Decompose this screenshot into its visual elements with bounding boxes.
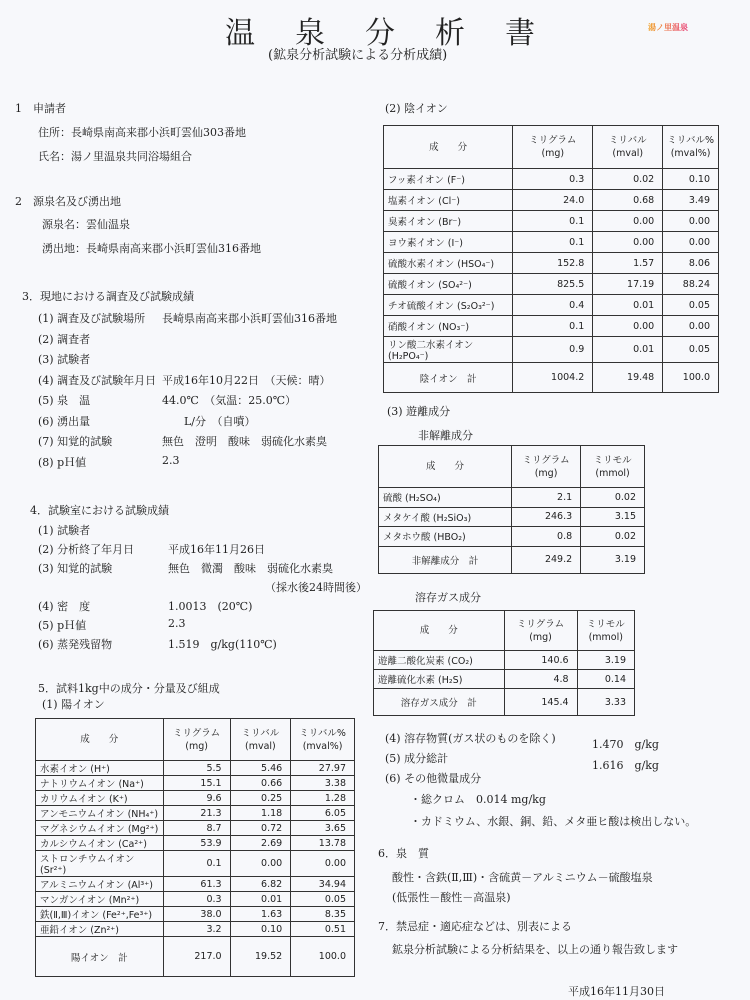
table-cell: 0.10 (663, 169, 719, 190)
total-row (384, 363, 719, 393)
item-label: (3) 試験者 (38, 353, 91, 366)
table-cell: 825.5 (513, 274, 593, 295)
table-row (36, 806, 355, 821)
cation-heading: (1) 陽イオン (42, 698, 105, 711)
table-cell: 0.00 (593, 316, 663, 337)
table-cell: 0.02 (581, 527, 645, 547)
table-cell: 水素イオン (H⁺) (36, 761, 164, 776)
total-cell: 溶存ガス成分 計 (374, 689, 505, 716)
table-row (374, 670, 635, 689)
table-cell: 0.00 (593, 211, 663, 232)
table-header-row (36, 719, 355, 761)
item-value: L/分 （自噴） (162, 414, 256, 428)
table-cell: 硫酸 (H₂SO₄) (379, 488, 512, 508)
table-header-row (384, 126, 719, 169)
table-cell: リン酸二水素イオン (H₂PO₄⁻) (384, 337, 513, 363)
column-header: ミリバル% (mval%) (291, 719, 355, 761)
table-row (384, 253, 719, 274)
document-subtitle: (鉱泉分析試験による分析成績) (268, 48, 448, 63)
item-label: (5) 泉 温 (38, 394, 91, 407)
table-cell: 0.00 (291, 851, 355, 877)
table-cell: 3.38 (291, 776, 355, 791)
column-header: ミリモル (mmol) (577, 611, 634, 651)
table-cell: 2.69 (230, 836, 291, 851)
table-cell: 5.46 (230, 761, 291, 776)
table-cell: 0.02 (581, 488, 645, 508)
table-cell: マンガンイオン (Mn²⁺) (36, 892, 164, 907)
table-cell: 0.25 (230, 791, 291, 806)
table-row (36, 776, 355, 791)
table-cell: 246.3 (512, 507, 581, 527)
table-cell: 3.65 (291, 821, 355, 836)
table-cell: 17.19 (593, 274, 663, 295)
total-cell: 3.33 (577, 689, 634, 716)
item-label: (8) pＨ値 (38, 455, 87, 469)
total-cell: 1004.2 (513, 363, 593, 393)
table-cell: 硫酸イオン (SO₄²⁻) (384, 274, 513, 295)
table-cell: 0.00 (663, 232, 719, 253)
item-value: 無色 澄明 酸味 弱硫化水素臭 (162, 435, 327, 448)
table-cell: アルミニウムイオン (Al³⁺) (36, 877, 164, 892)
total-cell: 陽イオン 計 (36, 937, 164, 977)
table-cell: 0.01 (230, 892, 291, 907)
table-cell: ストロンチウムイオン (Sr²⁺) (36, 851, 164, 877)
item-value: 1.0013 (20℃) (168, 600, 253, 613)
table-cell: チオ硫酸イオン (S₂O₃²⁻) (384, 295, 513, 316)
table-cell: カリウムイオン (K⁺) (36, 791, 164, 806)
item-label: (6) 蒸発残留物 (38, 638, 113, 651)
column-header: ミリバル% (mval%) (663, 126, 719, 169)
source-name: 源泉名：雲仙温泉 (42, 218, 130, 231)
column-header: 成 分 (374, 611, 505, 651)
table-cell: 152.8 (513, 253, 593, 274)
table-cell: 3.19 (577, 651, 634, 670)
total-label: (5) 成分総計 (385, 752, 449, 765)
table-cell: 140.6 (504, 651, 577, 670)
table-cell: 0.01 (593, 295, 663, 316)
table-cell: カルシウムイオン (Ca²⁺) (36, 836, 164, 851)
table-cell: 1.63 (230, 907, 291, 922)
table-cell: 遊離硫化水素 (H₂S) (374, 670, 505, 689)
table-cell: ヨウ素イオン (I⁻) (384, 232, 513, 253)
total-row (374, 689, 635, 716)
table-cell: 1.28 (291, 791, 355, 806)
section-3-heading: 3．現地における調査及び試験成績 (22, 290, 194, 303)
section-7-heading: 7．禁忌症・適応症などは、別表による (378, 920, 572, 933)
item-label: (4) 密 度 (38, 600, 91, 613)
table-cell: 34.94 (291, 877, 355, 892)
table-cell: 8.35 (291, 907, 355, 922)
total-cell: 217.0 (163, 937, 230, 977)
column-header: ミリバル (mval) (230, 719, 291, 761)
table-cell: 0.05 (291, 892, 355, 907)
table-cell: 8.06 (663, 253, 719, 274)
table-cell: 8.7 (163, 821, 230, 836)
table-cell: 21.3 (163, 806, 230, 821)
item-value: 平成16年10月22日 （天候：晴） (162, 373, 331, 387)
total-cell: 100.0 (291, 937, 355, 977)
table-cell: 15.1 (163, 776, 230, 791)
item-label: (3) 知覚的試験 (38, 562, 113, 575)
spring-quality-note: (低張性－酸性－高温泉) (392, 891, 511, 904)
anion-table (383, 125, 719, 393)
table-header-row (374, 611, 635, 651)
item-value: 2.3 (168, 617, 186, 630)
table-cell: 27.97 (291, 761, 355, 776)
cation-table (35, 718, 355, 977)
table-cell: 0.00 (230, 851, 291, 877)
table-cell: 0.05 (663, 295, 719, 316)
section-1-heading: 1 申請者 (15, 102, 66, 115)
table-cell: フッ素イオン (F⁻) (384, 169, 513, 190)
dissolved-label: (4) 溶存物質(ガス状のものを除く) (385, 732, 556, 745)
table-row (36, 851, 355, 877)
table-cell: 0.1 (163, 851, 230, 877)
table-row (384, 190, 719, 211)
item-value: 2.3 (162, 453, 180, 467)
trace-not-detected: ・カドミウム、水銀、銅、鉛、メタ亜ヒ酸は検出しない。 (410, 815, 697, 828)
table-row (36, 761, 355, 776)
column-header: ミリグラム (mg) (513, 126, 593, 169)
item-label: (6) 湧出量 (38, 414, 91, 428)
table-row (374, 651, 635, 670)
table-row (384, 295, 719, 316)
item-label: (1) 試験者 (38, 524, 91, 537)
item-label: (5) pＨ値 (38, 619, 87, 632)
table-cell: 0.51 (291, 922, 355, 937)
column-header: ミリバル (mval) (593, 126, 663, 169)
table-cell: 鉄(Ⅱ,Ⅲ)イオン (Fe²⁺,Fe³⁺) (36, 907, 164, 922)
table-cell: 88.24 (663, 274, 719, 295)
section-6-heading: 6．泉 質 (378, 847, 429, 860)
column-header: ミリモル (mmol) (581, 446, 645, 488)
anion-heading: (2) 陰イオン (385, 102, 448, 115)
item-label: (4) 調査及び試験年月日 (38, 373, 157, 387)
column-header: 成 分 (384, 126, 513, 169)
logo: 湯ノ里温泉 (648, 22, 724, 34)
total-cell: 100.0 (663, 363, 719, 393)
gas-table (373, 610, 635, 716)
table-cell: 0.01 (593, 337, 663, 363)
column-header: ミリグラム (mg) (504, 611, 577, 651)
total-cell: 3.19 (581, 546, 645, 573)
table-row (36, 791, 355, 806)
item-value: 長崎県南高来郡小浜町雲仙316番地 (162, 312, 337, 325)
table-cell: 0.1 (513, 232, 593, 253)
table-cell: 塩素イオン (Cl⁻) (384, 190, 513, 211)
table-cell: 0.10 (230, 922, 291, 937)
table-cell: 0.9 (513, 337, 593, 363)
item-label: (2) 分析終了年月日 (38, 543, 135, 556)
table-cell: 0.00 (663, 316, 719, 337)
table-row (384, 232, 719, 253)
free-components-heading: (3) 遊離成分 (387, 405, 451, 418)
table-cell: アンモニウムイオン (NH₄⁺) (36, 806, 164, 821)
total-cell: 249.2 (512, 546, 581, 573)
dissolved-value: 1.470 g/kg (592, 738, 659, 751)
table-row (36, 821, 355, 836)
total-value: 1.616 g/kg (592, 759, 659, 772)
document-title: 温泉分析書 (225, 16, 575, 51)
report-statement: 鉱泉分析試験による分析結果を、以上の通り報告致します (392, 943, 678, 956)
trace-chromium: ・総クロム 0.014 mg/kg (410, 793, 546, 806)
applicant-name: 氏名：湯ノ里温泉共同浴場組合 (38, 150, 192, 163)
table-cell: 1.57 (593, 253, 663, 274)
table-cell: 亜鉛イオン (Zn²⁺) (36, 922, 164, 937)
table-cell: 0.8 (512, 527, 581, 547)
table-cell: 3.49 (663, 190, 719, 211)
table-cell: 0.1 (513, 316, 593, 337)
table-row (379, 527, 645, 547)
gas-heading: 溶存ガス成分 (415, 591, 481, 604)
table-cell: 1.18 (230, 806, 291, 821)
section-5-heading: 5．試料1kg中の成分・分量及び組成 (38, 682, 220, 695)
total-row (36, 937, 355, 977)
item-value: （採水後24時間後） (265, 581, 367, 594)
total-cell: 19.48 (593, 363, 663, 393)
table-cell: 0.4 (513, 295, 593, 316)
table-cell: 0.66 (230, 776, 291, 791)
table-row (36, 836, 355, 851)
table-cell: 53.9 (163, 836, 230, 851)
table-row (384, 274, 719, 295)
table-cell: 硝酸イオン (NO₃⁻) (384, 316, 513, 337)
total-row (379, 546, 645, 573)
item-label: (7) 知覚的試験 (38, 435, 113, 448)
table-row (36, 877, 355, 892)
table-row (384, 316, 719, 337)
item-label: (2) 調査者 (38, 332, 91, 346)
column-header: ミリグラム (mg) (512, 446, 581, 488)
undissociated-heading: 非解離成分 (418, 429, 473, 442)
total-cell: 非解離成分 計 (379, 546, 512, 573)
undissociated-table (378, 445, 645, 574)
table-cell: 硫酸水素イオン (HSO₄⁻) (384, 253, 513, 274)
total-cell: 145.4 (504, 689, 577, 716)
spring-quality: 酸性・含鉄(Ⅱ,Ⅲ)・含硫黄－アルミニウム－硫酸塩泉 (392, 871, 653, 884)
table-cell: 6.05 (291, 806, 355, 821)
section-2-heading: 2 源泉名及び湧出地 (15, 195, 121, 208)
total-cell: 19.52 (230, 937, 291, 977)
table-cell: 5.5 (163, 761, 230, 776)
item-value: 1.519 g/kg(110℃) (168, 638, 277, 651)
table-cell: 24.0 (513, 190, 593, 211)
item-label: (1) 調査及び試験場所 (38, 312, 146, 325)
column-header: 成 分 (379, 446, 512, 488)
table-row (36, 922, 355, 937)
table-cell: マグネシウムイオン (Mg²⁺) (36, 821, 164, 836)
table-cell: 2.1 (512, 488, 581, 508)
column-header: ミリグラム (mg) (163, 719, 230, 761)
table-cell: 0.00 (593, 232, 663, 253)
trace-label: (6) その他微量成分 (385, 772, 482, 785)
table-row (379, 488, 645, 508)
table-row (36, 892, 355, 907)
item-value: 平成16年11月26日 (168, 543, 265, 556)
table-cell: 9.6 (163, 791, 230, 806)
table-cell: 0.00 (663, 211, 719, 232)
item-value: 44.0℃ （気温：25.0℃） (162, 394, 297, 407)
table-cell: ナトリウムイオン (Na⁺) (36, 776, 164, 791)
table-cell: メタホウ酸 (HBO₂) (379, 527, 512, 547)
table-row (384, 169, 719, 190)
table-cell: 0.14 (577, 670, 634, 689)
total-cell: 陰イオン 計 (384, 363, 513, 393)
table-row (384, 337, 719, 363)
table-cell: 13.78 (291, 836, 355, 851)
section-4-heading: 4．試験室における試験成績 (30, 504, 169, 517)
table-cell: 0.05 (663, 337, 719, 363)
table-row (36, 907, 355, 922)
table-cell: 臭素イオン (Br⁻) (384, 211, 513, 232)
item-value: 無色 微濁 酸味 弱硫化水素臭 (168, 562, 333, 575)
table-cell: 61.3 (163, 877, 230, 892)
table-cell: 6.82 (230, 877, 291, 892)
column-header: 成 分 (36, 719, 164, 761)
table-cell: 3.2 (163, 922, 230, 937)
table-row (384, 211, 719, 232)
table-cell: 0.72 (230, 821, 291, 836)
table-cell: 38.0 (163, 907, 230, 922)
table-cell: 0.02 (593, 169, 663, 190)
source-location: 湧出地：長崎県南高来郡小浜町雲仙316番地 (42, 242, 261, 255)
table-cell: 0.3 (163, 892, 230, 907)
table-cell: 3.15 (581, 507, 645, 527)
table-header-row (379, 446, 645, 488)
table-cell: メタケイ酸 (H₂SiO₃) (379, 507, 512, 527)
applicant-address: 住所：長崎県南高来郡小浜町雲仙303番地 (38, 126, 246, 139)
table-cell: 0.68 (593, 190, 663, 211)
report-date: 平成16年11月30日 (568, 985, 665, 998)
table-cell: 4.8 (504, 670, 577, 689)
table-cell: 0.1 (513, 211, 593, 232)
table-row (379, 507, 645, 527)
table-cell: 0.3 (513, 169, 593, 190)
table-cell: 遊離二酸化炭素 (CO₂) (374, 651, 505, 670)
